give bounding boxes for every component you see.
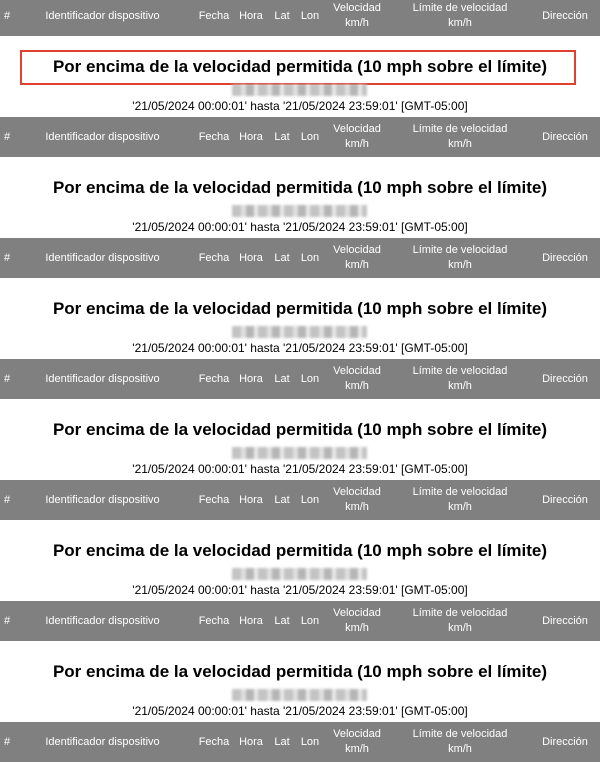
redacted-device-id xyxy=(232,568,367,580)
table-header-row xyxy=(0,480,600,520)
column-header-lon: Lon xyxy=(300,130,320,143)
redacted-device-id xyxy=(232,84,367,96)
column-header-speed: Velocidad km/h xyxy=(333,607,381,634)
column-header-device-id: Identificador dispositivo xyxy=(45,9,160,22)
table-header-row xyxy=(0,359,600,399)
column-header-time: Hora xyxy=(239,130,263,143)
column-header-lon: Lon xyxy=(300,614,320,627)
redacted-device-id xyxy=(232,326,367,338)
report-title: Por encima de la velocidad permitida (10 mph sobre el límite) xyxy=(52,541,548,560)
report-block xyxy=(0,399,600,480)
table-header-row xyxy=(0,238,600,278)
column-header-date: Fecha xyxy=(198,130,230,143)
column-header-time: Hora xyxy=(239,9,263,22)
column-header-number: # xyxy=(3,493,11,506)
column-header-speed-limit: Límite de velocidad km/h xyxy=(412,123,508,150)
column-header-lat: Lat xyxy=(274,251,290,264)
column-header-time: Hora xyxy=(239,614,263,627)
column-header-device-id: Identificador dispositivo xyxy=(45,372,160,385)
column-header-direction: Dirección xyxy=(542,735,588,748)
report-block xyxy=(0,641,600,722)
column-header-date: Fecha xyxy=(198,372,230,385)
column-header-number: # xyxy=(3,130,11,143)
column-header-number: # xyxy=(3,372,11,385)
column-header-lon: Lon xyxy=(300,372,320,385)
column-header-lat: Lat xyxy=(274,372,290,385)
column-header-lat: Lat xyxy=(274,9,290,22)
column-header-direction: Dirección xyxy=(542,372,588,385)
column-header-speed: Velocidad km/h xyxy=(333,728,381,755)
column-header-date: Fecha xyxy=(198,9,230,22)
report-block xyxy=(0,520,600,601)
report-date-range: '21/05/2024 00:00:01' hasta '21/05/2024 23:59:01' [GMT-05:00] xyxy=(132,99,468,113)
report-title: Por encima de la velocidad permitida (10 mph sobre el límite) xyxy=(52,662,548,681)
column-header-speed: Velocidad km/h xyxy=(333,486,381,513)
column-header-lat: Lat xyxy=(274,735,290,748)
column-header-speed: Velocidad km/h xyxy=(333,365,381,392)
report-date-range: '21/05/2024 00:00:01' hasta '21/05/2024 23:59:01' [GMT-05:00] xyxy=(132,704,468,718)
column-header-speed-limit: Límite de velocidad km/h xyxy=(412,728,508,755)
column-header-direction: Dirección xyxy=(542,493,588,506)
column-header-date: Fecha xyxy=(198,614,230,627)
column-header-time: Hora xyxy=(239,735,263,748)
column-header-date: Fecha xyxy=(198,735,230,748)
table-header-row xyxy=(0,0,600,36)
column-header-direction: Dirección xyxy=(542,9,588,22)
column-header-device-id: Identificador dispositivo xyxy=(45,614,160,627)
column-header-speed-limit: Límite de velocidad km/h xyxy=(412,244,508,271)
report-block xyxy=(0,36,600,117)
column-header-device-id: Identificador dispositivo xyxy=(45,251,160,264)
column-header-direction: Dirección xyxy=(542,130,588,143)
report-title: Por encima de la velocidad permitida (10 mph sobre el límite) xyxy=(52,299,548,318)
column-header-direction: Dirección xyxy=(542,251,588,264)
column-header-number: # xyxy=(3,9,11,22)
column-header-speed-limit: Límite de velocidad km/h xyxy=(412,2,508,29)
report-title: Por encima de la velocidad permitida (10 mph sobre el límite) xyxy=(0,57,600,77)
column-header-number: # xyxy=(3,251,11,264)
table-header-row xyxy=(0,722,600,762)
table-header-row xyxy=(0,601,600,641)
column-header-time: Hora xyxy=(239,372,263,385)
column-header-number: # xyxy=(3,614,11,627)
column-header-speed: Velocidad km/h xyxy=(333,123,381,150)
column-header-device-id: Identificador dispositivo xyxy=(45,735,160,748)
report-date-range: '21/05/2024 00:00:01' hasta '21/05/2024 23:59:01' [GMT-05:00] xyxy=(132,341,468,355)
column-header-time: Hora xyxy=(239,251,263,264)
redacted-device-id xyxy=(232,447,367,459)
report-date-range: '21/05/2024 00:00:01' hasta '21/05/2024 23:59:01' [GMT-05:00] xyxy=(132,220,468,234)
column-header-device-id: Identificador dispositivo xyxy=(45,493,160,506)
column-header-speed: Velocidad km/h xyxy=(333,244,381,271)
column-header-lon: Lon xyxy=(300,251,320,264)
column-header-speed-limit: Límite de velocidad km/h xyxy=(412,365,508,392)
table-header-row xyxy=(0,117,600,157)
column-header-date: Fecha xyxy=(198,493,230,506)
column-header-lat: Lat xyxy=(274,130,290,143)
column-header-number: # xyxy=(3,735,11,748)
column-header-lat: Lat xyxy=(274,614,290,627)
column-header-direction: Dirección xyxy=(542,614,588,627)
column-header-device-id: Identificador dispositivo xyxy=(45,130,160,143)
report-date-range: '21/05/2024 00:00:01' hasta '21/05/2024 23:59:01' [GMT-05:00] xyxy=(132,462,468,476)
column-header-speed: Velocidad km/h xyxy=(333,2,381,29)
column-header-lon: Lon xyxy=(300,493,320,506)
column-header-speed-limit: Límite de velocidad km/h xyxy=(412,486,508,513)
redacted-device-id xyxy=(232,689,367,701)
column-header-lon: Lon xyxy=(300,735,320,748)
report-date-range: '21/05/2024 00:00:01' hasta '21/05/2024 23:59:01' [GMT-05:00] xyxy=(132,583,468,597)
column-header-time: Hora xyxy=(239,493,263,506)
report-title: Por encima de la velocidad permitida (10 mph sobre el límite) xyxy=(52,178,548,197)
report-block xyxy=(0,278,600,359)
report-block xyxy=(0,157,600,238)
column-header-speed-limit: Límite de velocidad km/h xyxy=(412,607,508,634)
column-header-lon: Lon xyxy=(300,9,320,22)
column-header-date: Fecha xyxy=(198,251,230,264)
column-header-lat: Lat xyxy=(274,493,290,506)
redacted-device-id xyxy=(232,205,367,217)
report-title: Por encima de la velocidad permitida (10 mph sobre el límite) xyxy=(52,420,548,439)
